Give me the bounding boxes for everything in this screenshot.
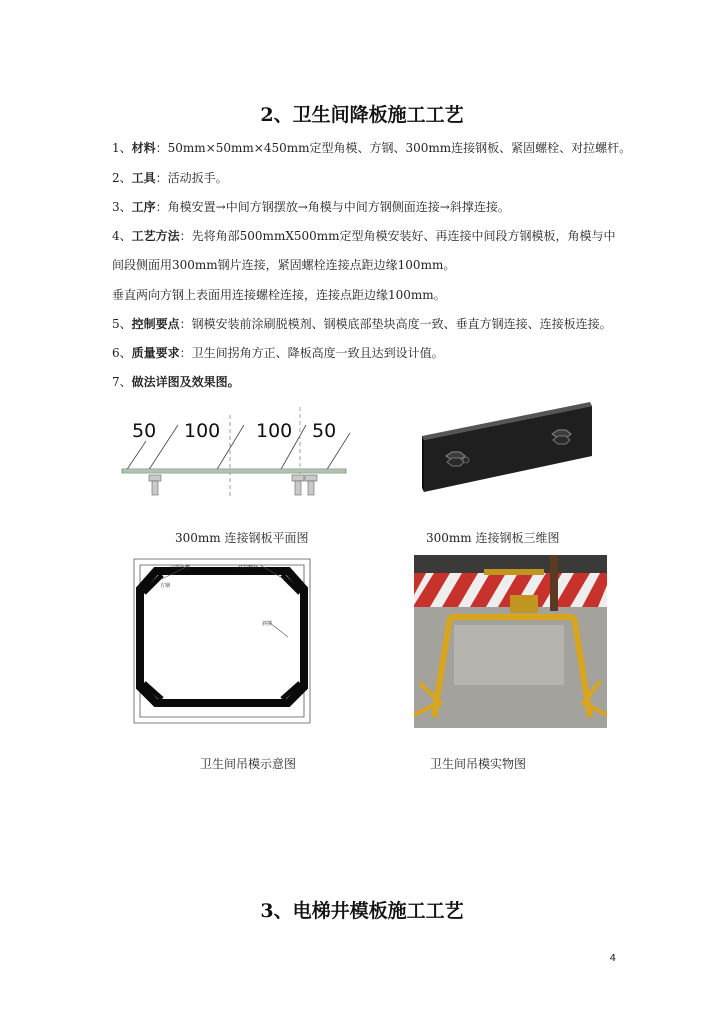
schematic-label: 方钢 — [160, 583, 171, 589]
paragraph-tools: 2、工具：活动扳手。 — [112, 171, 228, 185]
paragraph-details: 7、做法详图及效果图。 — [112, 375, 240, 389]
paragraph-method: 4、工艺方法：先将角部500mmX500mm定型角模安装好、再连接中间段方钢模板，角模与中 — [112, 229, 616, 243]
paragraph-method-cont: 间段侧面用300mm钢片连接，紧固螺栓连接点距边缘100mm。 — [112, 258, 456, 272]
connection-plate-plan-figure — [118, 405, 358, 505]
dim-label: 50 — [312, 420, 337, 442]
dim-label: 100 — [184, 420, 221, 442]
paragraph-control-points: 5、控制要点：钢模安装前涂刷脱模剂、钢模底部垫块高度一致、垂直方钢连接、连接板连接。 — [112, 317, 612, 331]
figure-caption: 卫生间吊模实物图 — [430, 757, 527, 771]
paragraph-quality: 6、质量要求：卫生间拐角方正、降板高度一致且达到设计值。 — [112, 346, 444, 360]
figure-caption: 卫生间吊模示意图 — [200, 757, 297, 771]
page-number: 4 — [609, 953, 616, 964]
schematic-label: 对拉螺杆 — [238, 565, 259, 571]
figure-caption: 300mm 连接钢板三维图 — [426, 531, 560, 545]
paragraph-materials: 1、材料：50mm×50mm×450mm定型角模、方钢、300mm连接钢板、紧固螺栓、对拉螺杆。 — [112, 141, 632, 155]
schematic-label: 定型角模 — [170, 565, 191, 571]
section-title: 3、电梯井模板施工工艺 — [260, 900, 464, 922]
section-title: 2、卫生间降板施工工艺 — [260, 104, 464, 126]
hanging-formwork-schematic — [120, 553, 318, 731]
paragraph-procedure: 3、工序：角模安置→中间方钢摆放→角模与中间方钢侧面连接→斜撑连接。 — [112, 200, 510, 214]
paragraph-method-cont2: 垂直两向方钢上表面用连接螺栓连接，连接点距边缘100mm。 — [112, 288, 446, 302]
hanging-formwork-photo — [414, 555, 607, 728]
connection-plate-3d-figure — [418, 398, 598, 498]
dim-label: 50 — [132, 420, 157, 442]
schematic-label: 斜撑 — [262, 621, 273, 627]
dim-label: 100 — [256, 420, 293, 442]
figure-caption: 300mm 连接钢板平面图 — [175, 531, 309, 545]
